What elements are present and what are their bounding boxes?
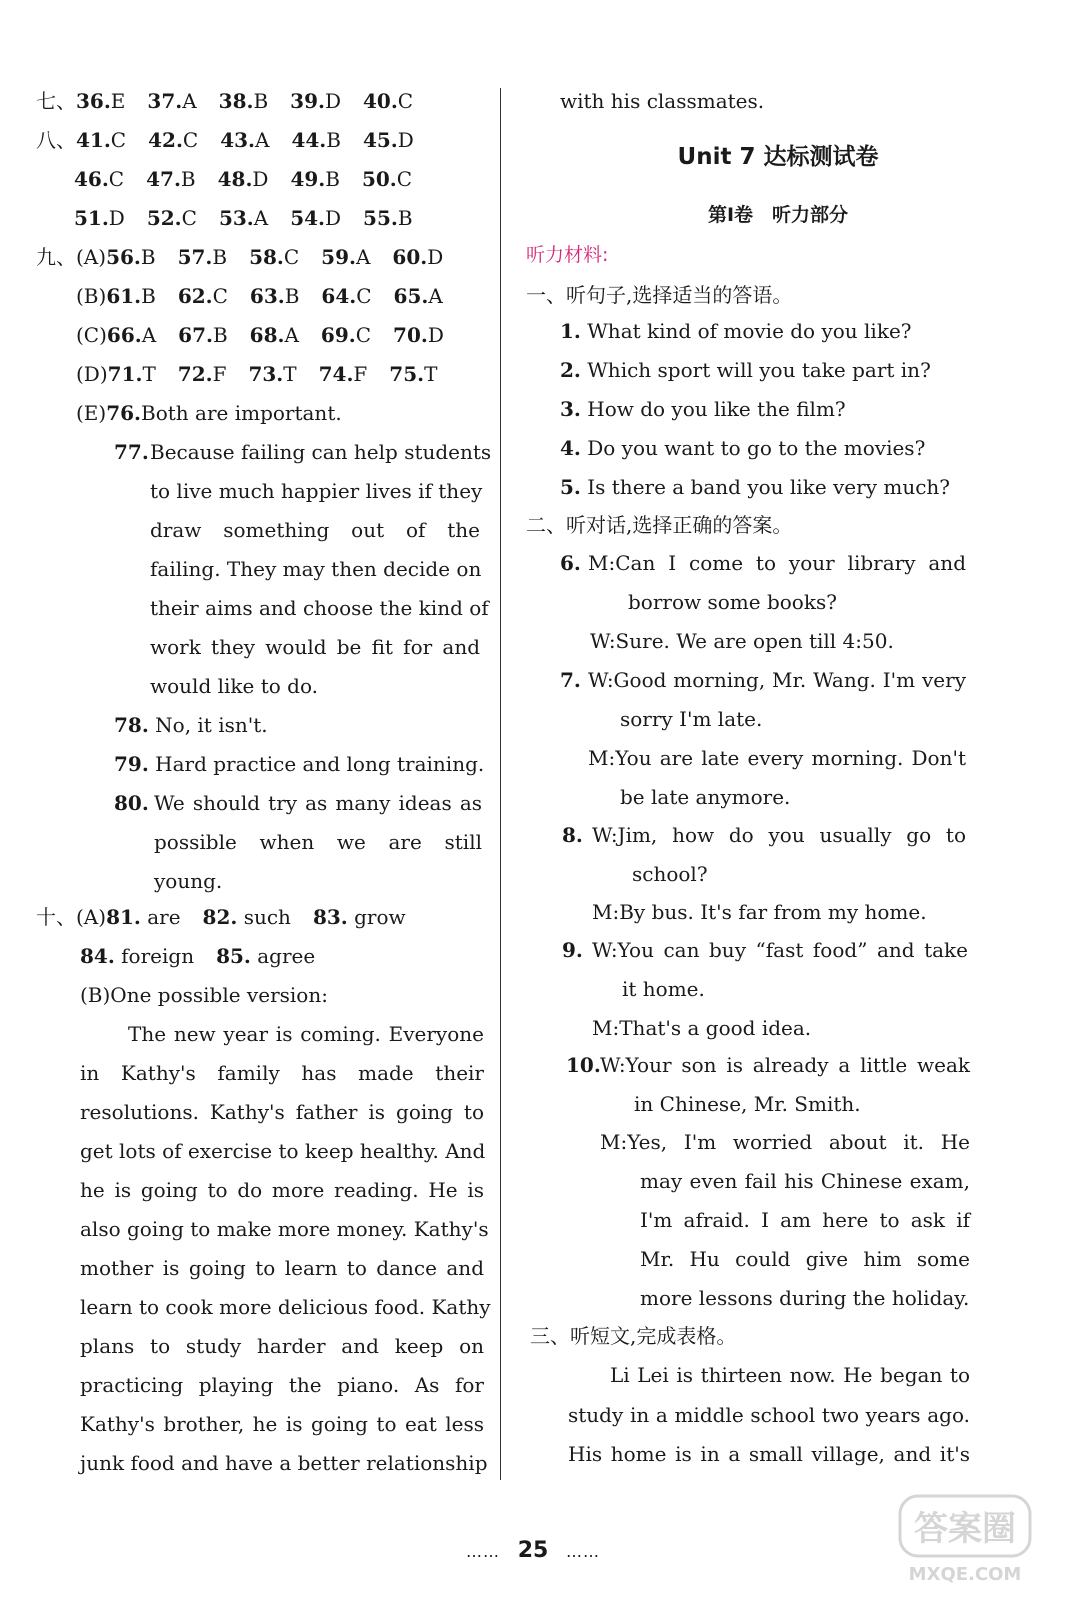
dialog-line: M:Can I come to your library and [588,551,966,575]
answer-77-line: failing. They may then decide on [150,557,482,581]
answer-77-line: Because failing can help students [150,440,492,464]
dialog-line: W:Your son is already a little weak [600,1053,970,1077]
answer-row-qi: 七、36.E 37.A 38.B 39.D 40.C [36,89,414,113]
dialog-line: W:Jim, how do you usually go to [592,823,966,847]
essay-line: The new year is coming. Everyone [128,1022,484,1046]
svg-text:答案圈: 答案圈 [914,1509,1016,1549]
question-2: 2. Which sport will you take part in? [560,358,931,382]
answer-row-shi-a: 十、(A)81. are 82. such 83. grow [36,905,406,929]
answer-77-line: their aims and choose the kind of [150,596,489,620]
answer-77-line: to live much happier lives if they [150,479,483,503]
passage-line: study in a middle school two years ago. [568,1403,970,1427]
essay-line: learn to cook more delicious food. Kathy [80,1295,491,1319]
essay-line: in Kathy's family has made their [80,1061,484,1085]
dialog-line: W:Sure. We are open till 4:50. [590,629,894,653]
answer-77-number: 77. [114,440,149,464]
dialog-line: borrow some books? [628,590,837,614]
answer-80-line: possible when we are still [154,830,482,854]
essay-line: also going to make more money. Kathy's [80,1217,489,1241]
dialog-line: M:That's a good idea. [592,1016,812,1040]
answer-row-jiu-a: 九、(A)56.B 57.B 58.C 59.A 60.D [36,245,444,269]
answer-80-line: young. [154,869,223,893]
dialog-line: more lessons during the holiday. [640,1286,970,1310]
answer-row-jiu-c: (C)66.A 67.B 68.A 69.C 70.D [76,323,444,347]
svg-text:MXQE.COM: MXQE.COM [908,1564,1022,1585]
essay-label: (B)One possible version: [80,983,328,1007]
listening-material-label: 听力材料: [526,244,609,266]
section-heading-2: 二、听对话,选择正确的答案。 [526,513,793,537]
section-heading-3: 三、听短文,完成表格。 [530,1324,737,1348]
dialog-line: W:You can buy “fast food” and take [592,938,968,962]
passage-line: His home is in a small village, and it's [568,1442,970,1466]
dialog-9-number: 9. [562,938,583,962]
passage-line: Li Lei is thirteen now. He began to [610,1363,970,1387]
answer-80-line: We should try as many ideas as [154,791,482,815]
answer-80-number: 80. [114,791,149,815]
dialog-line: it home. [622,977,705,1001]
answer-77-line: would like to do. [150,674,318,698]
answer-76: (E)76.Both are important. [76,401,342,425]
continued-text: with his classmates. [560,89,765,113]
answer-row-shi-a-2: 84. foreign 85. agree [80,944,316,968]
question-4: 4. Do you want to go to the movies? [560,436,926,460]
dialog-7-number: 7. [560,668,581,692]
answer-row-jiu-b: (B)61.B 62.C 63.B 64.C 65.A [76,284,443,308]
answer-78: 78. No, it isn't. [114,713,268,737]
answer-row-ba: 八、41.C 42.C 43.A 44.B 45.D [36,128,414,152]
essay-line: practicing playing the piano. As for [80,1373,484,1397]
question-1: 1. What kind of movie do you like? [560,319,912,343]
dialog-line: may even fail his Chinese exam, [640,1169,970,1193]
dialog-line: M:Yes, I'm worried about it. He [600,1130,970,1154]
watermark-logo-icon [890,1488,1040,1588]
essay-line: plans to study harder and keep on [80,1334,484,1358]
dialog-line: W:Good morning, Mr. Wang. I'm very [588,668,966,692]
question-5: 5. Is there a band you like very much? [560,475,951,499]
dialog-line: I'm afraid. I am here to ask if [640,1208,970,1232]
dialog-line: sorry I'm late. [620,707,763,731]
essay-line: mother is going to learn to dance and [80,1256,484,1280]
column-divider [500,88,501,1480]
dialog-line: M:By bus. It's far from my home. [592,900,927,924]
page-number: 25 [517,1538,549,1563]
unit-title: Unit 7 达标测试卷 [677,144,879,170]
answer-row-ba-3: 51.D 52.C 53.A 54.D 55.B [74,206,413,230]
dialog-line: school? [632,862,708,886]
answer-row-jiu-d: (D)71.T 72.F 73.T 74.F 75.T [76,362,438,386]
essay-line: he is going to do more reading. He is [80,1178,484,1202]
page-number-footer: …… 25 …… [466,1538,600,1563]
essay-line: Kathy's brother, he is going to eat less [80,1412,484,1436]
question-3: 3. How do you like the film? [560,397,846,421]
section-subtitle: 第Ⅰ卷 听力部分 [707,204,849,226]
dialog-8-number: 8. [562,823,583,847]
essay-line: junk food and have a better relationship [80,1451,488,1475]
dialog-line: be late anymore. [620,785,791,809]
section-heading-1: 一、听句子,选择适当的答语。 [526,283,793,307]
dialog-line: M:You are late every morning. Don't [588,746,966,770]
essay-line: get lots of exercise to keep healthy. And [80,1139,486,1163]
dialog-line: Mr. Hu could give him some [640,1247,970,1271]
dialog-6-number: 6. [560,551,581,575]
answer-row-ba-2: 46.C 47.B 48.D 49.B 50.C [74,167,413,191]
essay-line: resolutions. Kathy's father is going to [80,1100,484,1124]
dialog-10-number: 10. [566,1053,601,1077]
answer-79: 79. Hard practice and long training. [114,752,485,776]
dialog-line: in Chinese, Mr. Smith. [634,1092,861,1116]
answer-77-line: draw something out of the [150,518,480,542]
answer-77-line: work they would be fit for and [150,635,480,659]
